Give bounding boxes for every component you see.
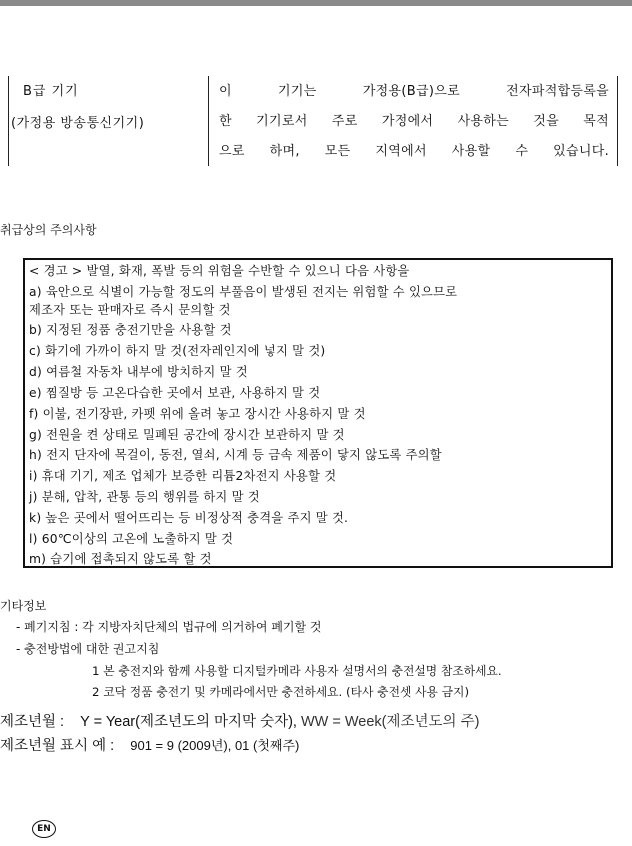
warning-line: g) 전원을 켠 상태로 밀폐된 공간에 장시간 보관하지 말 것 xyxy=(29,428,345,442)
warning-line: i) 휴대 기기, 제조 업체가 보증한 리튬2차전지 사용할 것 xyxy=(29,469,337,483)
manufacture-example-label: 제조년월 표시 예 : xyxy=(0,738,115,754)
device-class-table xyxy=(8,76,618,166)
language-badge: EN xyxy=(32,820,56,838)
warning-line: j) 분해, 압착, 관통 등의 행위를 하지 말 것 xyxy=(29,490,260,504)
warning-line: a) 육안으로 식별이 가능할 정도의 부풀음이 발생된 전지는 위험할 수 있으므로 xyxy=(29,285,458,299)
manufacture-example-value: 901 = 9 (2009년), 01 (첫째주) xyxy=(130,738,300,753)
year-code: Y = Year(제조년도의 마지막 숫자), xyxy=(80,714,297,730)
description-line-3: 으로 하며, 모든 지역에서 사용할 수 있습니다. xyxy=(219,144,609,159)
manufacture-label: 제조년월 : xyxy=(0,714,65,730)
week-code: WW = Week(제조년도의 주) xyxy=(300,714,480,730)
warning-line: e) 찜질방 등 고온다습한 곳에서 보관, 사용하지 말 것 xyxy=(29,386,321,400)
description-line-1: 이 기기는 가정용(B급)으로 전자파적합등록을 xyxy=(219,84,609,99)
manufacture-example-line xyxy=(0,734,299,755)
charging-guideline-1: 1 본 충전지와 함께 사용할 디지털카메라 사용자 설명서의 충전설명 참조하세요. xyxy=(92,664,502,678)
charging-guideline-title: - 충전방법에 대한 권고지침 xyxy=(16,642,160,656)
description-line-2: 한 기기로서 주로 가정에서 사용하는 것을 목적 xyxy=(219,114,609,129)
warning-line: d) 여름철 자동차 내부에 방치하지 말 것 xyxy=(29,365,248,379)
table-divider xyxy=(208,76,209,166)
warning-line: 제조자 또는 판매자로 즉시 문의할 것 xyxy=(29,303,231,317)
warning-line: f) 이불, 전기장판, 카펫 위에 올려 놓고 장시간 사용하지 말 것 xyxy=(29,407,366,421)
handling-title: 취급상의 주의사항 xyxy=(0,223,97,237)
warning-line: m) 습기에 접촉되지 않도록 할 것 xyxy=(29,552,212,566)
device-class-sublabel: (가정용 방송통신기기) xyxy=(11,116,145,131)
device-class-label: B급 기기 xyxy=(23,84,79,99)
warning-line: k) 높은 곳에서 떨어뜨리는 등 비정상적 충격을 주지 말 것. xyxy=(29,511,349,525)
warning-box xyxy=(23,258,613,568)
warning-line: < 경고 > 발열, 화재, 폭발 등의 위험을 수반할 수 있으니 다음 사항을 xyxy=(29,264,410,278)
manufacture-code-line xyxy=(0,710,479,731)
warning-line: l) 60℃이상의 고온에 노출하지 말 것 xyxy=(29,532,234,546)
other-info-title: 기타정보 xyxy=(0,599,47,613)
warning-line: b) 지정된 정품 충전기만을 사용할 것 xyxy=(29,323,232,337)
warning-line: c) 화기에 가까이 하지 말 것(전자레인지에 넣지 말 것) xyxy=(29,344,326,358)
charging-guideline-2: 2 코닥 정품 충전기 및 카메라에서만 충전하세요. (타사 충전셋 사용 금지) xyxy=(92,685,470,699)
top-rule xyxy=(0,0,632,6)
warning-line: h) 전지 단자에 목걸이, 동전, 열쇠, 시계 등 금속 제품이 닿지 않도록 주의할 xyxy=(29,448,442,462)
disposal-guideline: - 폐기지침 : 각 지방자치단체의 법규에 의거하여 폐기할 것 xyxy=(16,620,322,634)
